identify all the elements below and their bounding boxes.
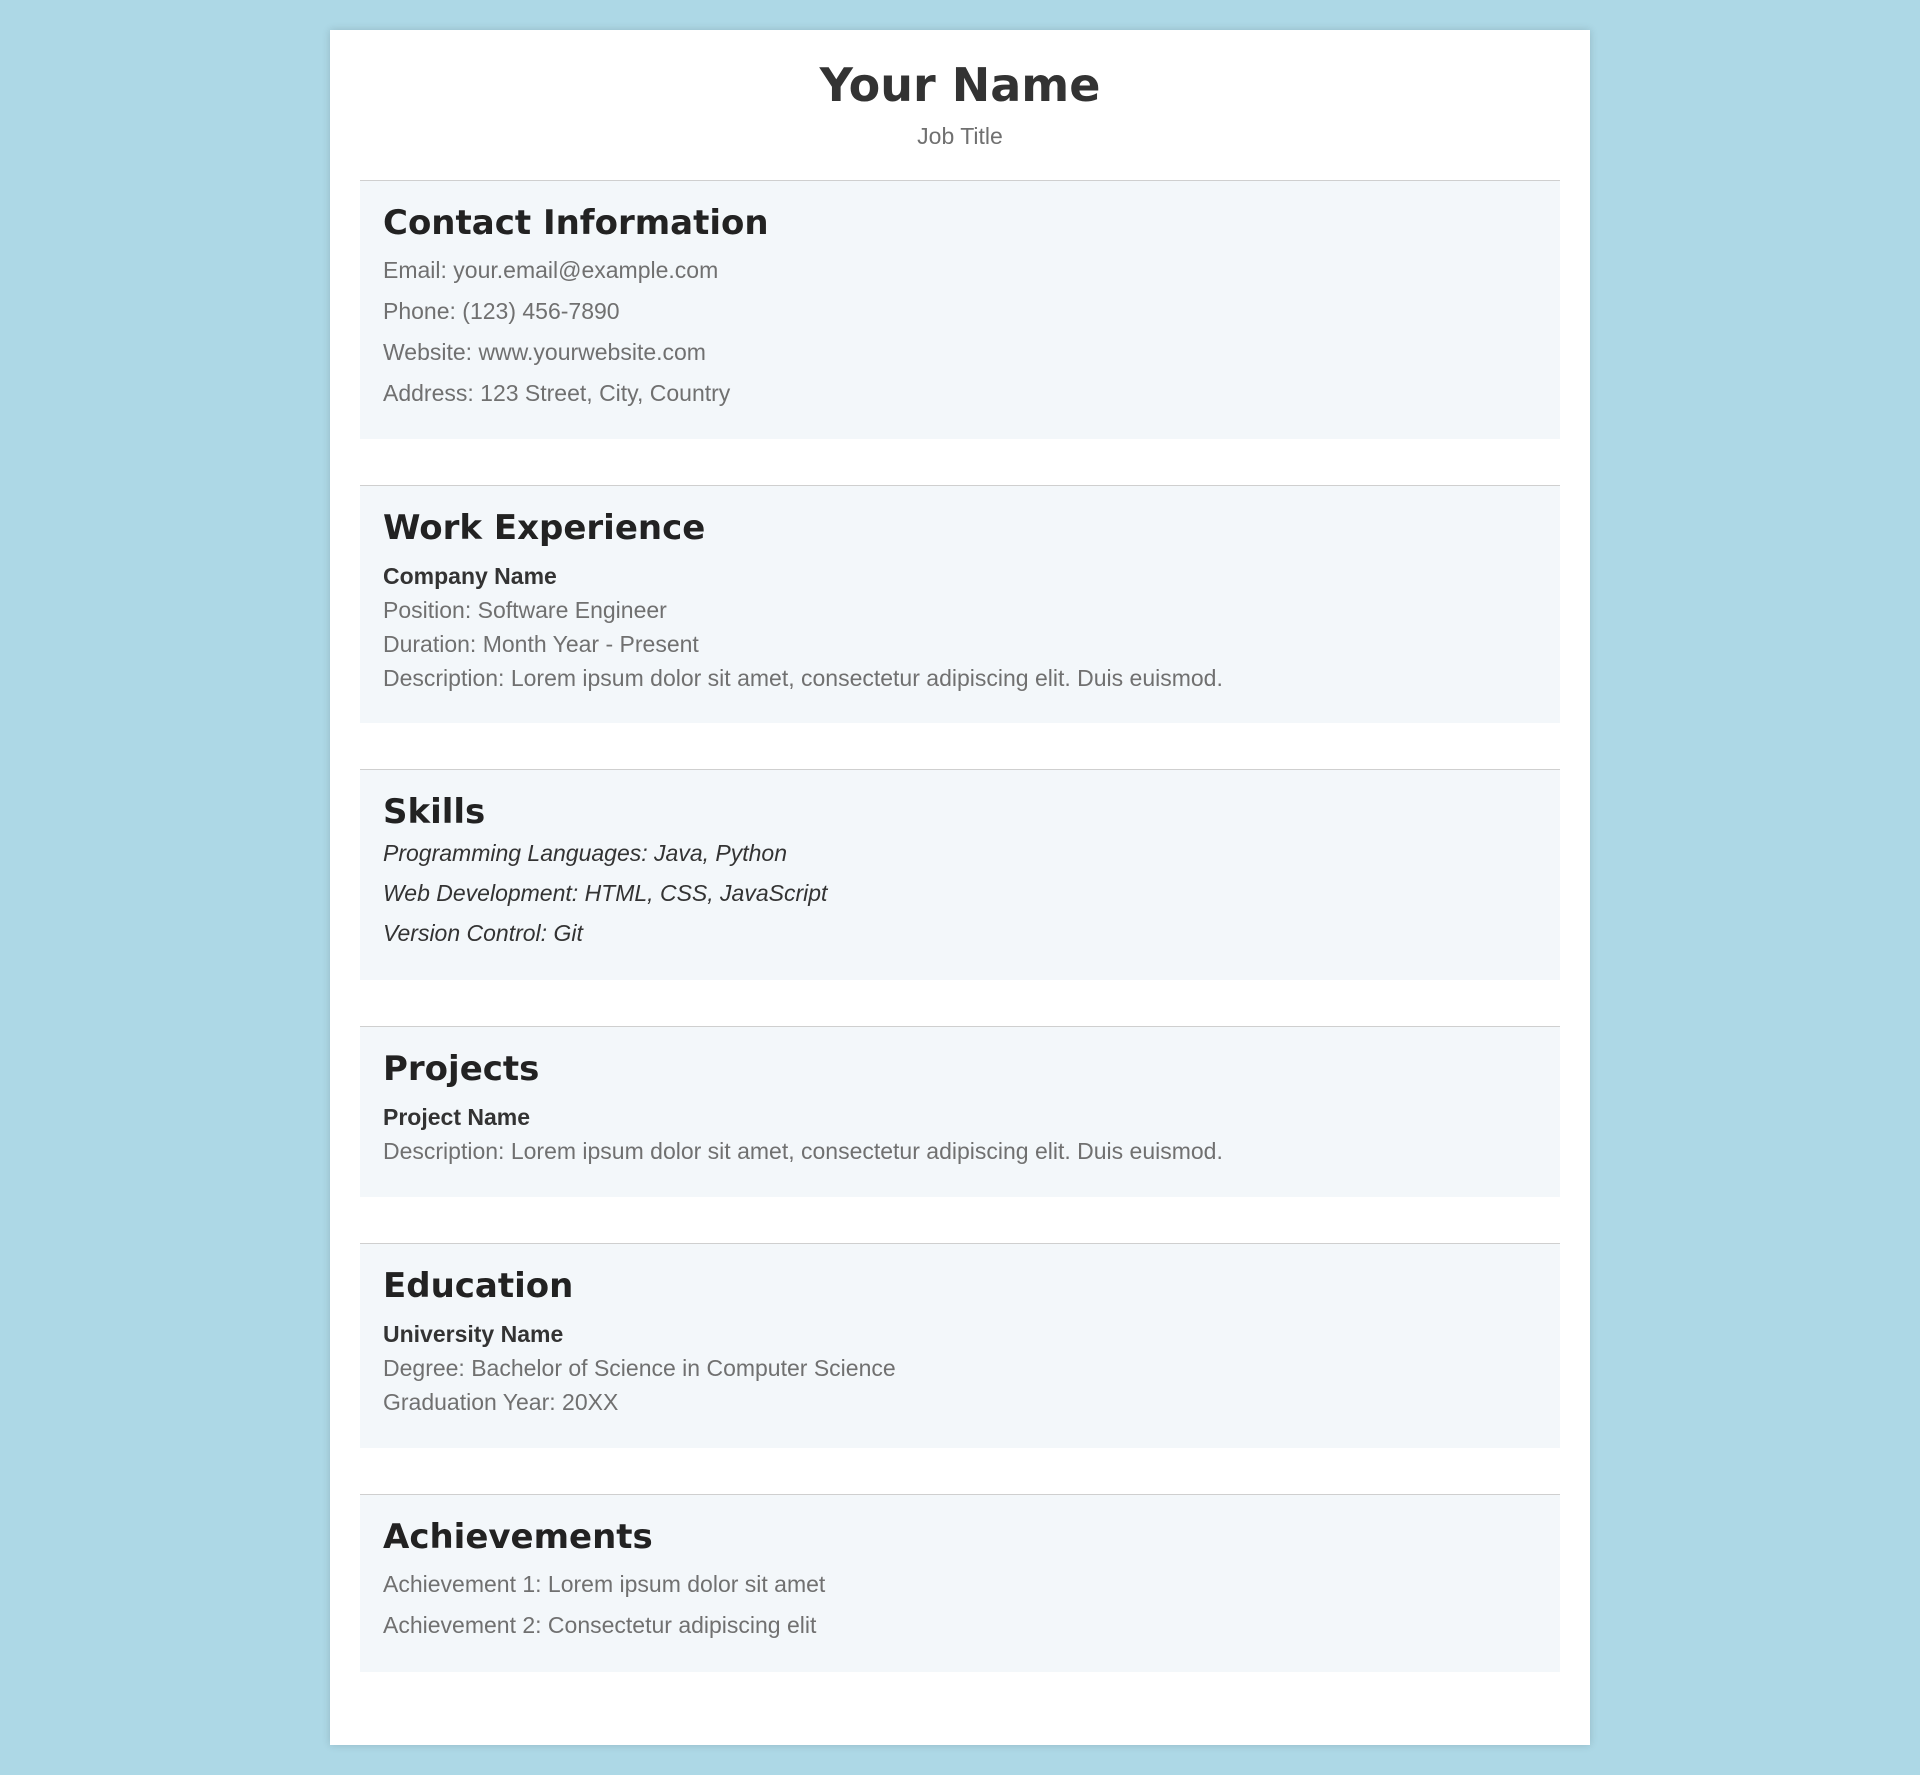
education-degree: Degree: Bachelor of Science in Computer Science: [383, 1354, 896, 1381]
work-experience-section: [360, 485, 1560, 723]
job-title: Job Title: [917, 123, 1003, 150]
contact-email: Email: your.email@example.com: [383, 256, 719, 283]
company-name: Company Name: [383, 562, 557, 589]
section-title-projects: Projects: [383, 1049, 540, 1089]
section-gap: [330, 1448, 1590, 1494]
project-name: Project Name: [383, 1103, 531, 1130]
achievement-item: Achievement 2: Consectetur adipiscing elit: [383, 1611, 817, 1638]
person-name: Your Name: [819, 58, 1101, 112]
section-gap: [330, 723, 1590, 769]
resume-header: [330, 30, 1590, 180]
achievement-item: Achievement 1: Lorem ipsum dolor sit amet: [383, 1570, 826, 1597]
work-position: Position: Software Engineer: [383, 596, 667, 623]
project-description: Description: Lorem ipsum dolor sit amet, consectetur adipiscing elit. Duis euismod.: [383, 1137, 1223, 1164]
section-title-contact: Contact Information: [383, 203, 769, 243]
education-section: [360, 1243, 1560, 1448]
section-gap: [330, 980, 1590, 1026]
graduation-year: Graduation Year: 20XX: [383, 1388, 619, 1415]
section-title-achievements: Achievements: [383, 1517, 653, 1557]
contact-address: Address: 123 Street, City, Country: [383, 379, 731, 406]
contact-section: [360, 180, 1560, 439]
skill-item: Web Development: HTML, CSS, JavaScript: [383, 879, 828, 906]
skill-item: Version Control: Git: [383, 919, 583, 946]
section-title-work: Work Experience: [383, 508, 706, 548]
university-name: University Name: [383, 1320, 564, 1347]
skill-item: Programming Languages: Java, Python: [383, 839, 788, 866]
section-title-skills: Skills: [383, 792, 486, 832]
projects-section: [360, 1026, 1560, 1197]
section-gap: [330, 1197, 1590, 1243]
work-duration: Duration: Month Year - Present: [383, 630, 699, 657]
resume-page: [330, 30, 1590, 1745]
skills-section: [360, 769, 1560, 980]
work-description: Description: Lorem ipsum dolor sit amet, consectetur adipiscing elit. Duis euismod.: [383, 664, 1223, 691]
contact-website: Website: www.yourwebsite.com: [383, 338, 706, 365]
achievements-section: [360, 1494, 1560, 1672]
section-gap: [330, 439, 1590, 485]
contact-phone: Phone: (123) 456-7890: [383, 297, 620, 324]
section-title-education: Education: [383, 1266, 574, 1306]
